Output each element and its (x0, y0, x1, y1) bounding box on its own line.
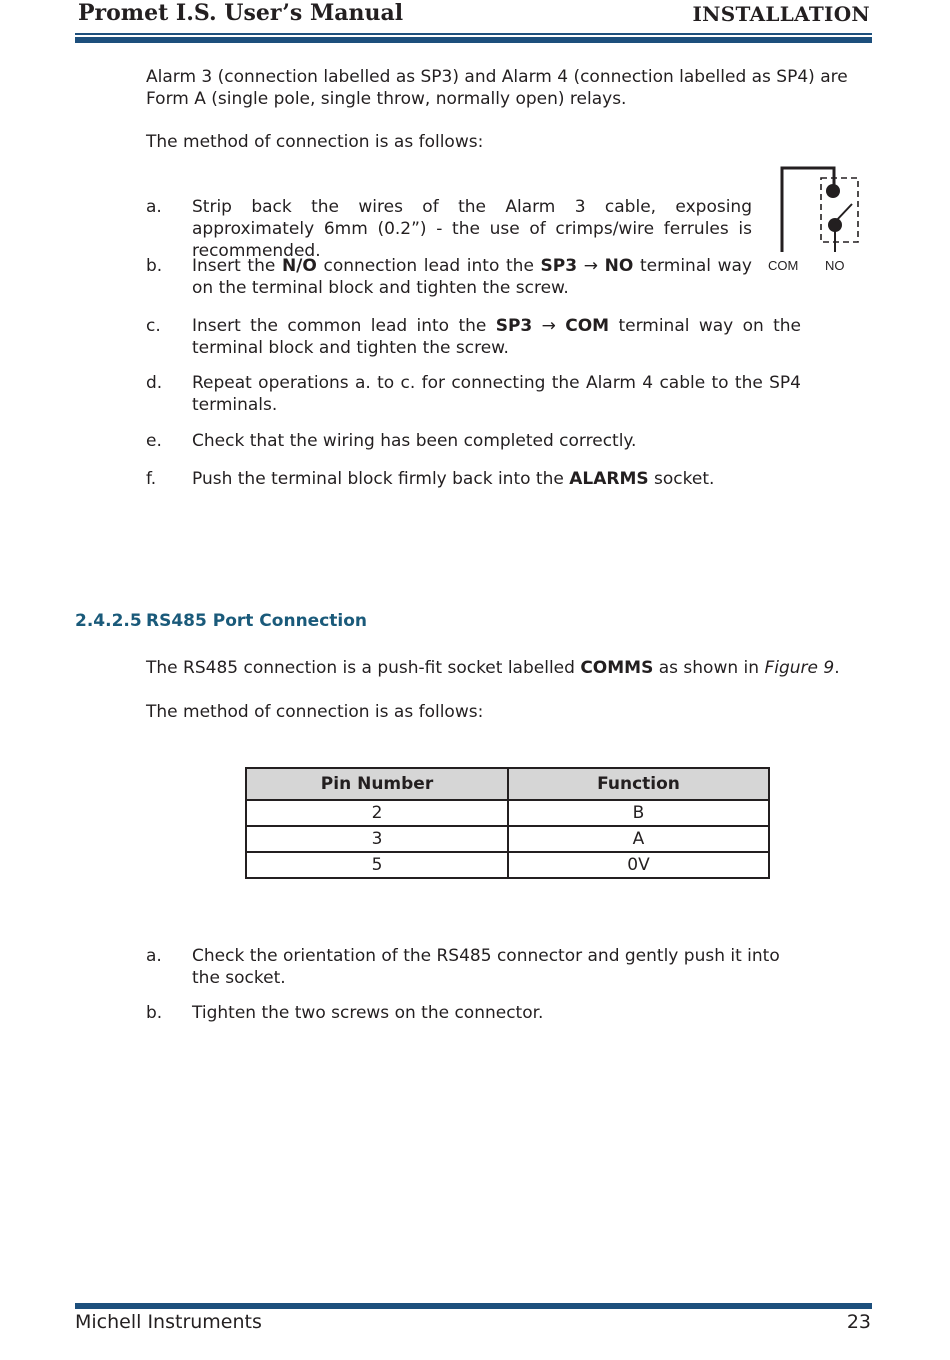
footer-rule (75, 1303, 872, 1309)
section-number: 2.4.2.5 (75, 611, 142, 631)
com-label: COM (768, 258, 799, 273)
rs485-intro-paragraph: The RS485 connection is a push-fit socket labelled COMMS as shown in Figure 9. (146, 658, 840, 678)
manual-title: Promet I.S. User’s Manual (78, 0, 404, 26)
figure-reference: Figure 9 (764, 658, 835, 678)
header-rule-thick (75, 37, 872, 43)
method-paragraph: The method of connection is as follows: (146, 132, 484, 152)
table-header-pin-number: Pin Number (246, 768, 508, 800)
header-rule-thin (75, 33, 872, 35)
relay-switch-icon (765, 160, 875, 260)
relay-contact-diagram (765, 160, 875, 280)
section-heading (75, 611, 367, 631)
footer-company: Michell Instruments (75, 1311, 262, 1333)
page-number: 23 (846, 1311, 871, 1333)
rs485-method-paragraph: The method of connection is as follows: (146, 702, 484, 722)
no-label: NO (825, 258, 845, 273)
section-title: INSTALLATION (692, 2, 870, 26)
section-heading-title: RS485 Port Connection (146, 611, 368, 631)
table-cell: 5 (246, 852, 508, 878)
table-header-row (246, 768, 769, 800)
table-cell: 3 (246, 826, 508, 852)
manual-page: Promet I.S. User’s Manual INSTALLATION Alarm 3 (connection labelled as SP3) and Alarm 4 (connection labelled as SP4) are Form A (single pole, single throw, normally open) relays. The method of connection is as follows: a. Strip back the wires of the Alarm 3 cable, exposing approximately 6mm (0.2”) - the use of crimps/wire ferrules is recommended. b. Insert the N/O connection lead into the SP3 → NO terminal way on the terminal block and tighten the screw. c. Insert the common lead into the SP3 → COM terminal way on the terminal block and tighten the screw. d. Repeat operations a. to c. for connecting the Alarm 4 cable to the SP4 terminals. e. Check that the wiring has been completed correctly. f. Push the terminal block firmly back into the ALARMS socket. COM NO 2.4.2.5 RS485 Port Connection The RS485 connection is a push-fit socket labelled COMMS as shown in Figure 9. The method of connection is as follows: Pin Number Function 2 B 3 A 5 0V a. Check the orientation of the RS485 connector and gently push it into the socket. b. Tighten the two screws on the connector. Michell Instruments 23 (0, 0, 950, 1360)
table-row (246, 852, 769, 878)
pin-function-table (245, 767, 770, 879)
table-cell: B (508, 800, 769, 826)
table-row (246, 826, 769, 852)
table-cell: A (508, 826, 769, 852)
intro-paragraph: Alarm 3 (connection labelled as SP3) and Alarm 4 (connection labelled as SP4) are Form A (single pole, single throw, normally open) relays. (146, 67, 848, 109)
table-cell: 0V (508, 852, 769, 878)
table-header-function: Function (508, 768, 769, 800)
table-row (246, 800, 769, 826)
table-cell: 2 (246, 800, 508, 826)
